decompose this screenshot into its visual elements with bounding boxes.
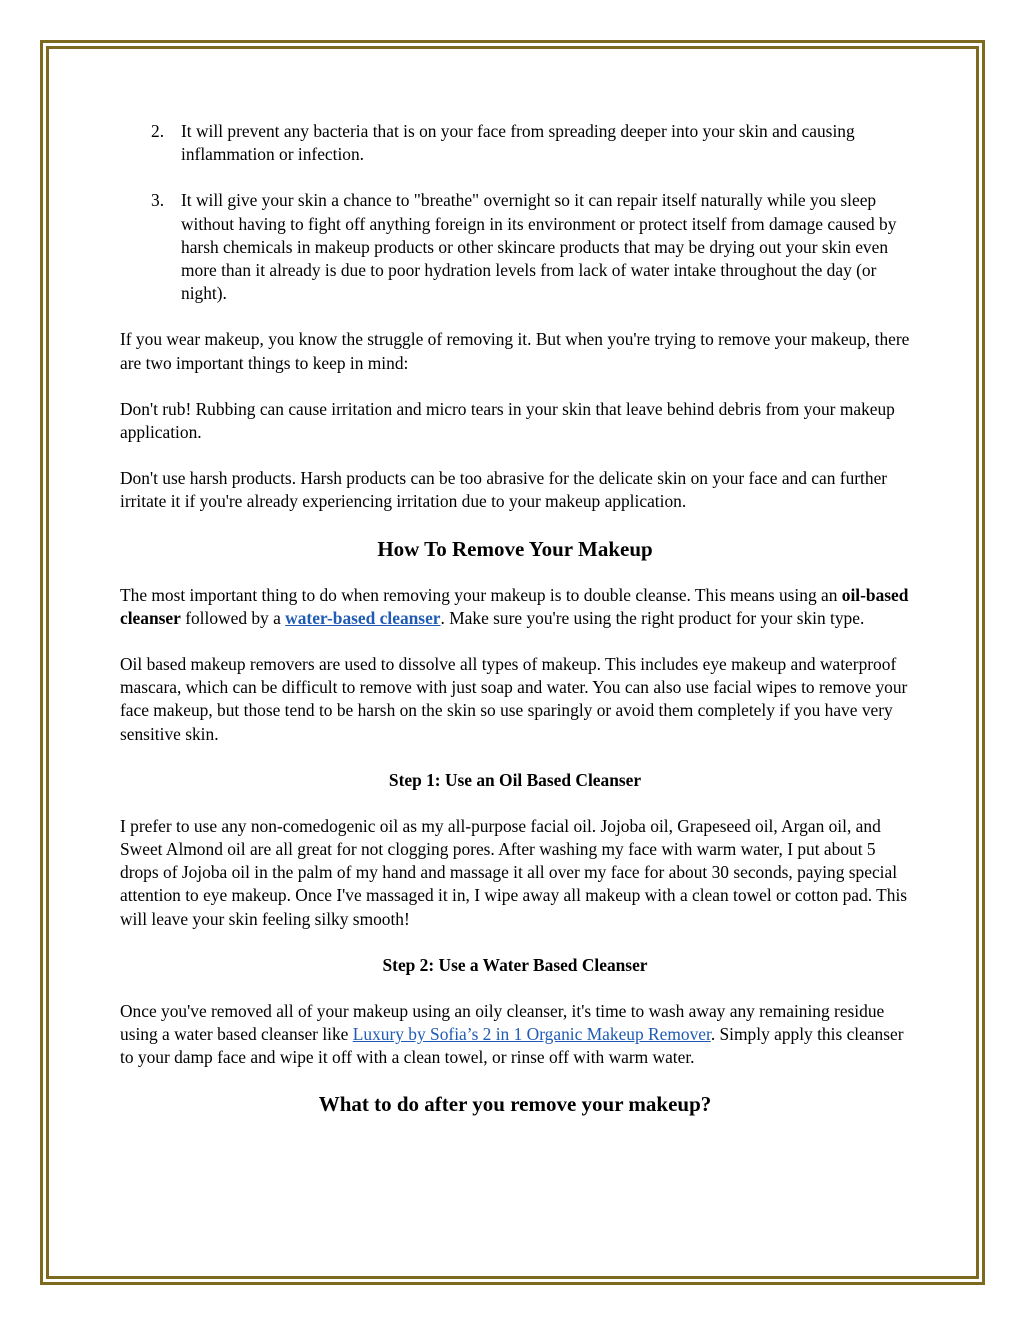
water-based-cleanser-link[interactable]: water-based cleanser: [285, 607, 441, 628]
paragraph: If you wear makeup, you know the struggle of removing it. But when you're trying to remove your makeup, there are two important things to keep in mind:: [120, 329, 910, 373]
section-heading: What to do after you remove your makeup?: [318, 1092, 712, 1117]
section-heading: How To Remove Your Makeup: [377, 536, 653, 561]
makeup-remover-link[interactable]: Luxury by Sofia’s 2 in 1 Organic Makeup Remover: [352, 1024, 711, 1045]
list-number: 2.: [151, 121, 165, 141]
text: . Simply apply this cleanser to your damp face and wipe it off with a clean towel, or rinse off with warm water.: [120, 1024, 904, 1068]
paragraph: Don't rub! Rubbing can cause irritation and micro tears in your skin that leave behind debris from your makeup application.: [120, 398, 895, 443]
paragraph: [120, 1000, 910, 1070]
text: Once you've removed all of your makeup using an oily cleanser, it's time to wash away any remaining residue using a water based cleanser like: [120, 1000, 885, 1045]
list-item-text: It will give your skin a chance to "breathe" overnight so it can repair itself naturally while you sleep without having to fight off anything foreign in its environment or protect itself from damage caused by harsh chemicals in makeup products or other skincare products that may be drying out your skin even more than it already is due to poor hydration levels from lack of water intake throughout the day (or night).: [181, 190, 897, 304]
document-content: [120, 120, 910, 1139]
text: The most important thing to do when removing your makeup is to double cleanse. This means using an: [120, 584, 842, 605]
step-heading: Step 1: Use an Oil Based Cleanser: [388, 769, 642, 790]
paragraph: Oil based makeup removers are used to dissolve all types of makeup. This includes eye makeup and waterproof mascara, which can be difficult to remove with just soap and water. You can also use facial wipes to remove your face makeup, but those tend to be harsh on the skin so use sparingly or avoid them completely if you have very sensitive skin.: [120, 654, 908, 744]
text: . Make sure you're using the right product for your skin type.: [440, 607, 865, 628]
text: followed by a: [180, 607, 286, 628]
numbered-list: [120, 120, 910, 305]
list-number: 3.: [151, 190, 165, 211]
bold-text: oil-based cleanser: [120, 584, 909, 628]
paragraph: [120, 584, 910, 630]
step-heading: Step 2: Use a Water Based Cleanser: [382, 954, 648, 975]
paragraph: Don't use harsh products. Harsh products can be too abrasive for the delicate skin on your face and can further irritate it if you're already experiencing irritation due to your makeup application.: [120, 468, 888, 512]
paragraph: I prefer to use any non-comedogenic oil as my all-purpose facial oil. Jojoba oil, Grapeseed oil, Argan oil, and Sweet Almond oil are all great for not clogging pores. After washing my face with warm water, I put about 5 drops of Jojoba oil in the palm of my hand and massage it all over my face for about 30 seconds, paying special attention to eye makeup. Once I've massaged it in, I wipe away all makeup with a clean towel or cotton pad. This will leave your skin feeling silky smooth!: [120, 815, 908, 929]
list-item: [120, 189, 910, 305]
list-item: [120, 120, 910, 166]
list-item-text: It will prevent any bacteria that is on your face from spreading deeper into your skin and causing inflammation or infection.: [181, 121, 855, 165]
